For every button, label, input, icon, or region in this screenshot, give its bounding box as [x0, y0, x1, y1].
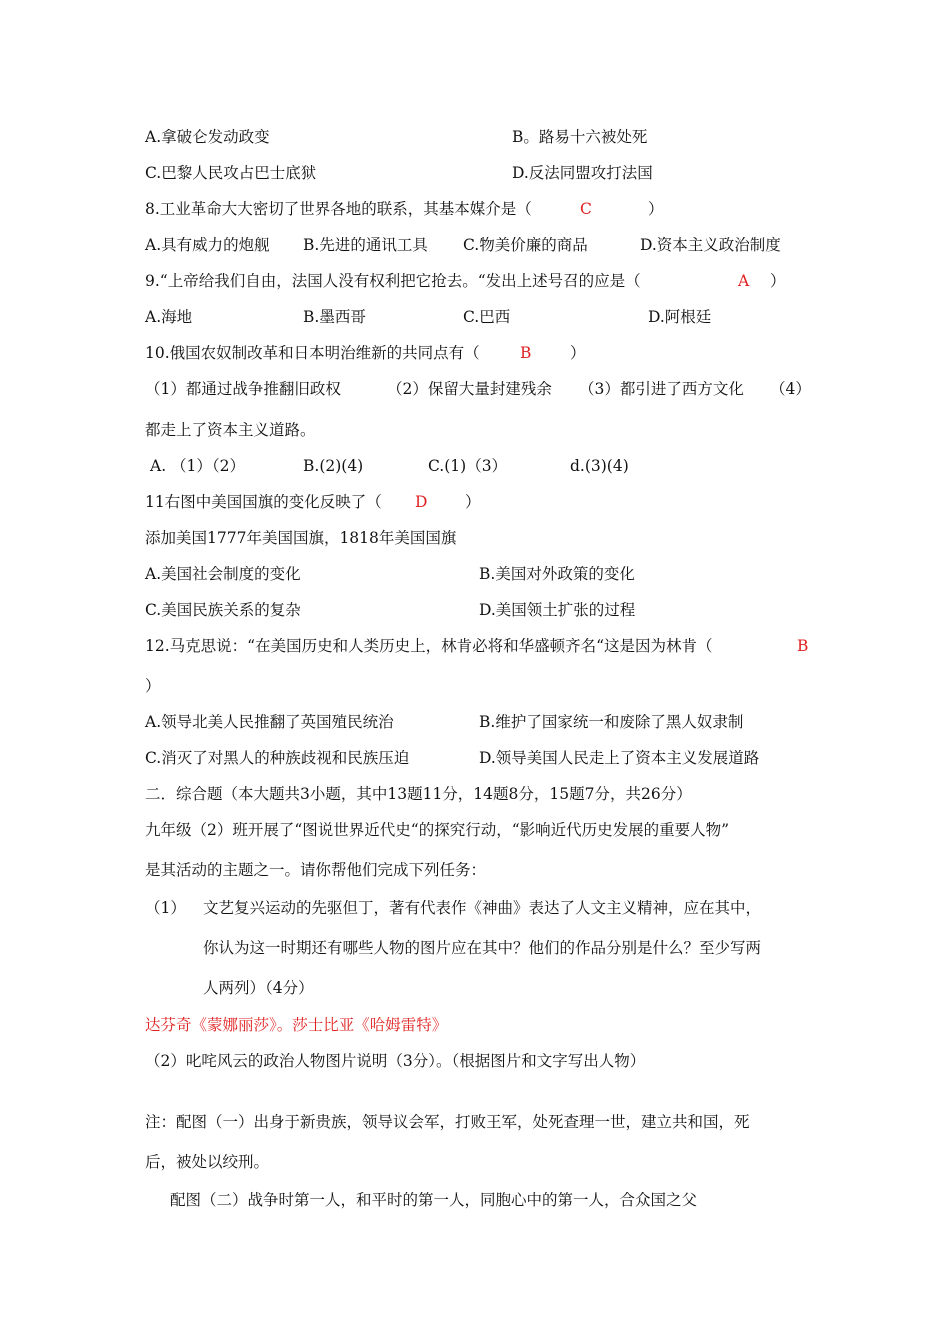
q8-close: ） — [648, 200, 664, 218]
q9-option-a: A.海地 — [145, 308, 193, 326]
q11-figure-caption: 添加美国1777年美国国旗，1818年美国国旗 — [145, 529, 457, 547]
q12-option-c: C.消灭了对黑人的种族歧视和民族压迫 — [145, 749, 410, 767]
q9-close: ） — [770, 272, 786, 290]
q11-option-a: A.美国社会制度的变化 — [145, 565, 301, 583]
task1-number: （1） — [145, 899, 186, 917]
q12-close: ） — [145, 677, 161, 695]
note-figure2: 配图（二）战争时第一人，和平时的第一人，同胞心中的第一人，合众国之父 — [170, 1191, 698, 1209]
q9-answer: A — [738, 272, 750, 290]
q12-option-b: B.维护了国家统一和废除了黑人奴隶制 — [479, 713, 744, 731]
q8-option-d: D.资本主义政治制度 — [640, 236, 781, 254]
q11-answer: D — [415, 493, 428, 511]
q7-option-b: B。路易十六被处死 — [512, 128, 648, 146]
q10-statement-4: （4） — [770, 380, 811, 398]
q10-answer: B — [520, 344, 532, 362]
q10-option-c: C.(1)（3） — [428, 457, 508, 475]
q7-option-a: A.拿破仑发动政变 — [145, 128, 270, 146]
q10-statement-2: （2）保留大量封建残余 — [387, 380, 552, 398]
q9-option-b: B.墨西哥 — [303, 308, 366, 326]
q7-option-d: D.反法同盟攻打法国 — [512, 164, 653, 182]
q11-option-c: C.美国民族关系的复杂 — [145, 601, 301, 619]
task1-answer: 达芬奇《蒙娜丽莎》。莎士比亚《哈姆雷特》 — [145, 1016, 448, 1034]
q12-answer: B — [797, 637, 809, 655]
q9-option-c: C.巴西 — [463, 308, 511, 326]
q7-option-c: C.巴黎人民攻占巴士底狱 — [145, 164, 317, 182]
q10-option-a: A. （1）（2） — [150, 457, 246, 475]
q9-stem: 9.“上帝给我们自由，法国人没有权利把它抢去。“发出上述号召的应是（ — [145, 272, 641, 290]
note-figure1-line1: 注：配图（一）出身于新贵族，领导议会军，打败王军，处死查理一世，建立共和国，死 — [145, 1113, 750, 1131]
q10-stem: 10.俄国农奴制改革和日本明治维新的共同点有（ — [145, 344, 480, 362]
q12-stem: 12.马克思说：“在美国历史和人类历史上，林肯必将和华盛顿齐名“这是因为林肯（ — [145, 637, 713, 655]
task2: （2）叱咤风云的政治人物图片说明（3分）。（根据图片和文字写出人物） — [145, 1052, 646, 1070]
q8-option-a: A.具有威力的炮舰 — [145, 236, 270, 254]
q11-close: ） — [465, 493, 481, 511]
task1-line1: 文艺复兴运动的先驱但丁，著有代表作《神曲》表达了人文主义精神，应在其中， — [203, 899, 762, 917]
q10-option-b: B.(2)(4) — [303, 457, 364, 475]
task1-line3: 人两列）（4分） — [203, 979, 314, 997]
q11-option-b: B.美国对外政策的变化 — [479, 565, 635, 583]
q11-stem: 11右图中美国国旗的变化反映了（ — [145, 493, 382, 511]
q10-statement-3: （3）都引进了西方文化 — [579, 380, 744, 398]
task1-line2: 你认为这一时期还有哪些人物的图片应在其中？他们的作品分别是什么？至少写两 — [203, 939, 762, 957]
section2-intro-line2: 是其活动的主题之一。请你帮他们完成下列任务： — [145, 861, 487, 879]
q8-option-b: B.先进的通讯工具 — [303, 236, 428, 254]
q10-statement-1: （1）都通过战争推翻旧政权 — [145, 380, 341, 398]
q10-option-d: d.(3)(4) — [570, 457, 629, 475]
q10-statement-4-cont: 都走上了资本主义道路。 — [145, 421, 316, 439]
q8-stem: 8.工业革命大大密切了世界各地的联系，其基本媒介是（ — [145, 200, 532, 218]
q8-option-c: C.物美价廉的商品 — [463, 236, 588, 254]
q12-option-a: A.领导北美人民推翻了英国殖民统治 — [145, 713, 394, 731]
note-figure1-line2: 后，被处以绞刑。 — [145, 1153, 270, 1171]
q8-answer: C — [580, 200, 592, 218]
q12-option-d: D.领导美国人民走上了资本主义发展道路 — [479, 749, 760, 767]
q9-option-d: D.阿根廷 — [648, 308, 712, 326]
section2-intro-line1: 九年级（2）班开展了“图说世界近代史“的探究行动，“影响近代历史发展的重要人物” — [145, 821, 730, 839]
section2-heading: 二．综合题（本大题共3小题，其中13题11分，14题8分，15题7分，共26分） — [145, 785, 692, 803]
q11-option-d: D.美国领土扩张的过程 — [479, 601, 636, 619]
q10-close: ） — [570, 344, 586, 362]
